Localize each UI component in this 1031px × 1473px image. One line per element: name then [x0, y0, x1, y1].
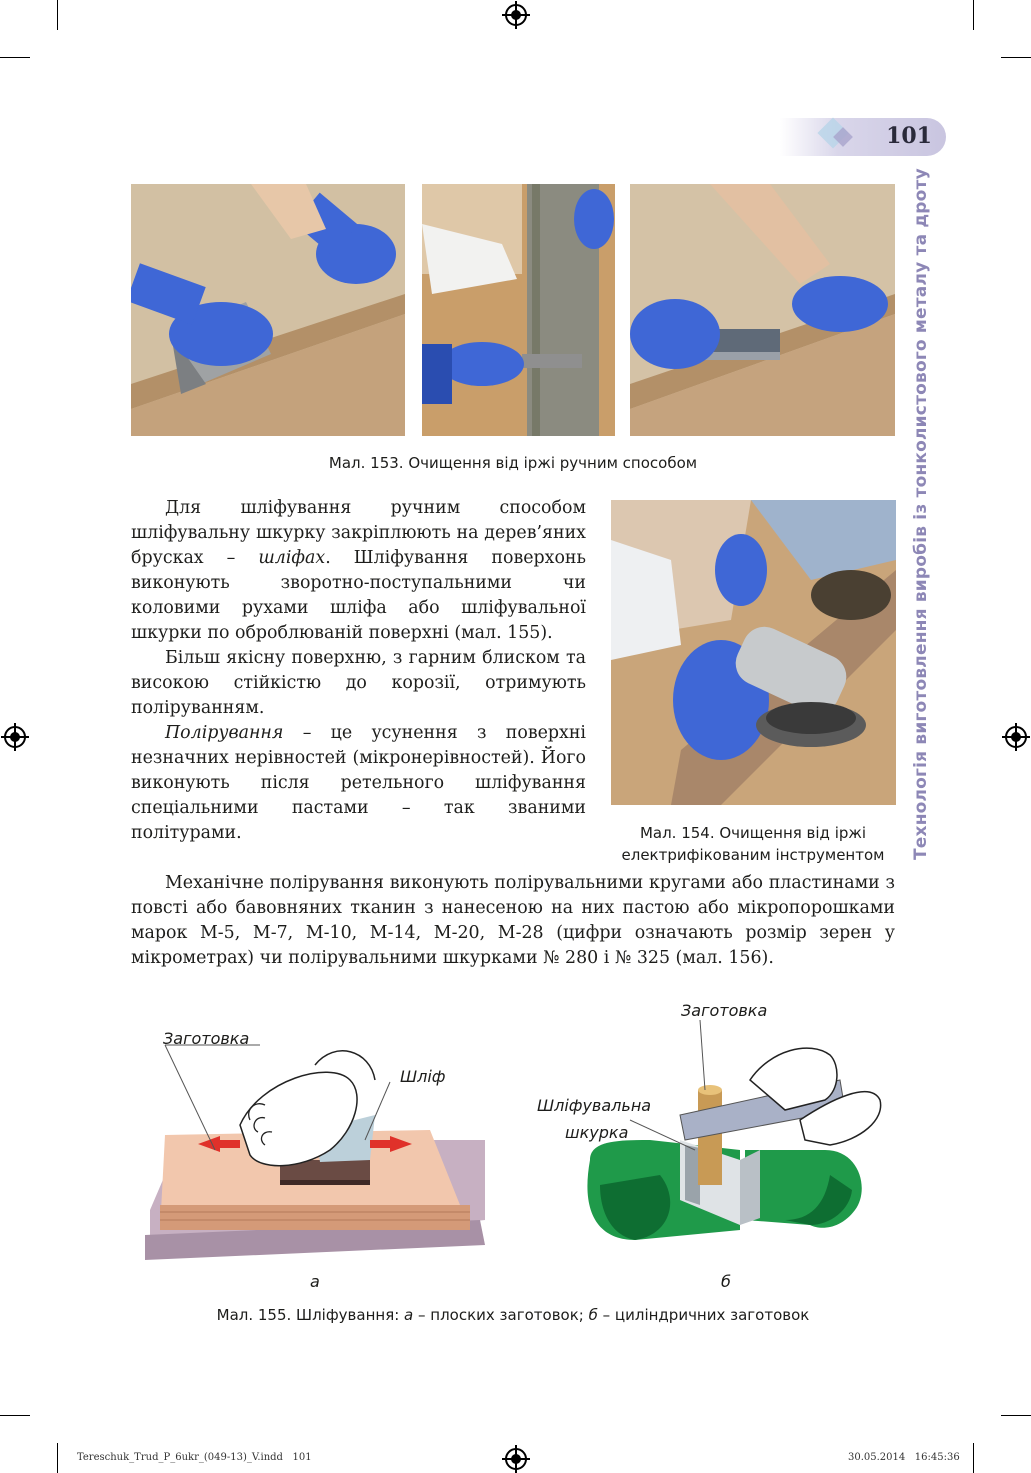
label-workpiece-b: Заготовка [681, 1001, 768, 1020]
paragraph-2: Більш якісну поверхню, з гарним блиском та високою стійкістю до корозії, отримують поліруванням. [131, 648, 586, 718]
figure-155-caption-prefix: Мал. 155. Шліфування: [216, 1306, 405, 1324]
crop-mark [973, 1443, 974, 1473]
text-column-left [131, 496, 586, 846]
label-tool-a: Шліф [400, 1067, 446, 1086]
footer-datetime: 30.05.2014 16:45:36 [848, 1452, 960, 1463]
label-workpiece-a: Заготовка [163, 1029, 250, 1048]
photo-154-angle-grinder [611, 500, 896, 805]
figure-155a-flat-sanding [140, 1020, 500, 1260]
page-number: 101 [886, 123, 932, 149]
subfigure-label-a: а [310, 1272, 320, 1291]
figure-153-caption: Мал. 153. Очищення від іржі ручним способом [328, 454, 698, 472]
figure-155-caption [131, 1306, 895, 1324]
figure-155-caption-b: б [588, 1306, 598, 1324]
paragraph-1-text-cont: . Шліфування поверхонь виконують зворотно-поступальними чи коловими рухами шліфа або шліфувальної шкурки по оброблюваній поверхні (мал. 155). [131, 548, 586, 643]
crop-mark [0, 57, 30, 58]
registration-mark-icon [1005, 726, 1027, 748]
paragraph-4: Механічне полірування виконують полірувальними кругами або пластинами з повсті або бавовняних тканин з нанесеною на них пастою або мікропорошками марок М-5, М-7, М-10, М-14, М-20, М-28 (цифри означають розмір зерен у мікрометрах) чи полірувальними шкурками № 280 і № 325 (мал. 156). [131, 873, 895, 968]
crop-mark [1001, 1415, 1031, 1416]
registration-mark-icon [4, 726, 26, 748]
figure-155-caption-b-text: – циліндричних заготовок [597, 1306, 810, 1324]
figure-154-caption [603, 822, 903, 866]
section-side-title-text: Технологія виготовлення виробів із тонколистового металу та дроту [911, 168, 931, 860]
paragraph-1-text: Для шліфування ручним способом шліфувальну шкурку закріплюють на дерев’яних брусках – [131, 498, 586, 568]
subfigure-label-b: б [721, 1272, 731, 1291]
figure-155-caption-a-text: – плоских заготовок; [413, 1306, 589, 1324]
figure-155-caption-a: а [404, 1306, 414, 1324]
crop-mark [973, 0, 974, 30]
crop-mark [1001, 57, 1031, 58]
crop-mark [0, 1415, 30, 1416]
footer-file-info: Tereschuk_Trud_P_6ukr_(049-13)_V.indd 101 [77, 1452, 312, 1463]
crop-mark [57, 1443, 58, 1473]
paragraph-3 [131, 721, 586, 846]
term-shlif: шліфах [258, 548, 326, 568]
text-full-width [131, 871, 895, 971]
section-side-title [909, 168, 933, 860]
paragraph-1 [131, 496, 586, 646]
crop-mark [57, 0, 58, 30]
paragraph-3-text: – це усунення з поверхні незначних нерівностей (мікронерівностей). Його виконують після ретельного шліфування спеціальними пастами – так званими політурами. [131, 723, 586, 843]
registration-mark-icon [505, 1448, 527, 1470]
term-poliruvannia: Полірування [165, 723, 284, 743]
page-number-badge [780, 118, 946, 156]
photo-153-file [422, 184, 615, 436]
label-sandpaper-b-line2: шкурка [565, 1123, 629, 1142]
label-sandpaper-b-line1: Шліфувальна [537, 1096, 652, 1115]
figure-154-caption-line2: електрифікованим інструментом [621, 846, 885, 864]
registration-mark-icon [505, 4, 527, 26]
figure-154-caption-line1: Мал. 154. Очищення від іржі [639, 824, 867, 842]
photo-153-sanding-block [131, 184, 405, 436]
photo-153-wire-brush [630, 184, 895, 436]
